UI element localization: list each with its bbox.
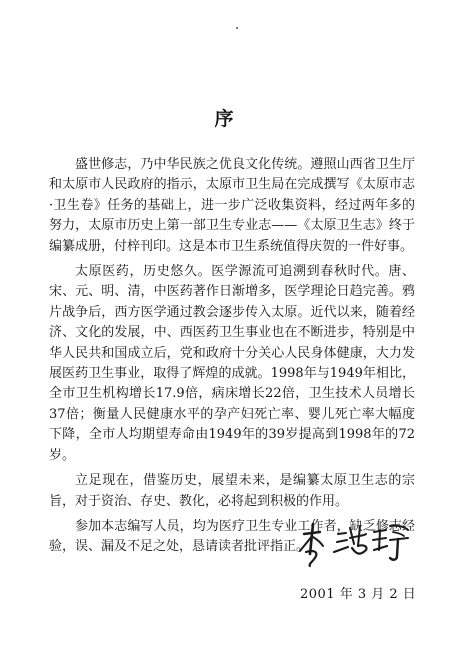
preface-body bbox=[49, 155, 415, 563]
paragraph-2: 太原医药，历史悠久。医学源流可追溯到春秋时代。唐、宋、元、明、清，中医药著作日渐增多，医学理论日趋完善。鸦片战争后，西方医学通过教会逐步传入太原。近代以来，随着经济、文化的发展，中、西医药卫生事业也在不断进步，特别是中华人民共和国成立后，党和政府十分关心人民身体健康，大力发展医药卫生事业，取得了辉煌的成就。1998年与1949年相比，全市卫生机构增长17.9倍，病床增长22倍，卫生技术人员增长37倍；衡量人民健康水平的孕产妇死亡率、婴儿死亡率大幅度下降，全市人均期望寿命由1949年的39岁提高到1998年的72岁。 bbox=[49, 264, 415, 463]
page-title: 序 bbox=[214, 107, 236, 130]
paragraph-1: 盛世修志，乃中华民族之优良文化传统。遵照山西省卫生厅和太原市人民政府的指示，太原市卫生局在完成撰写《太原市志·卫生卷》任务的基础上，进一步广泛收集资料，经过两年多的努力，太原市历史上第一部卫生专业志——《太原卫生志》终于编纂成册，付梓刊印。这是本市卫生系统值得庆贺的一件好事。 bbox=[49, 157, 415, 254]
paragraph-3: 立足现在，借鉴历史，展望未来，是编纂太原卫生志的宗旨，对于资治、存史、教化，必将起到积极的作用。 bbox=[49, 473, 415, 509]
scan-speck bbox=[236, 27, 238, 29]
handwritten-signature bbox=[298, 520, 412, 568]
date-line: 2001 年 3 月 2 日 bbox=[300, 587, 417, 602]
paragraph-4: 参加本志编写人员，均为医疗卫生专业工作者，缺乏修志经验，误、漏及不足之处，恳请读者批评指正。 bbox=[49, 518, 415, 555]
